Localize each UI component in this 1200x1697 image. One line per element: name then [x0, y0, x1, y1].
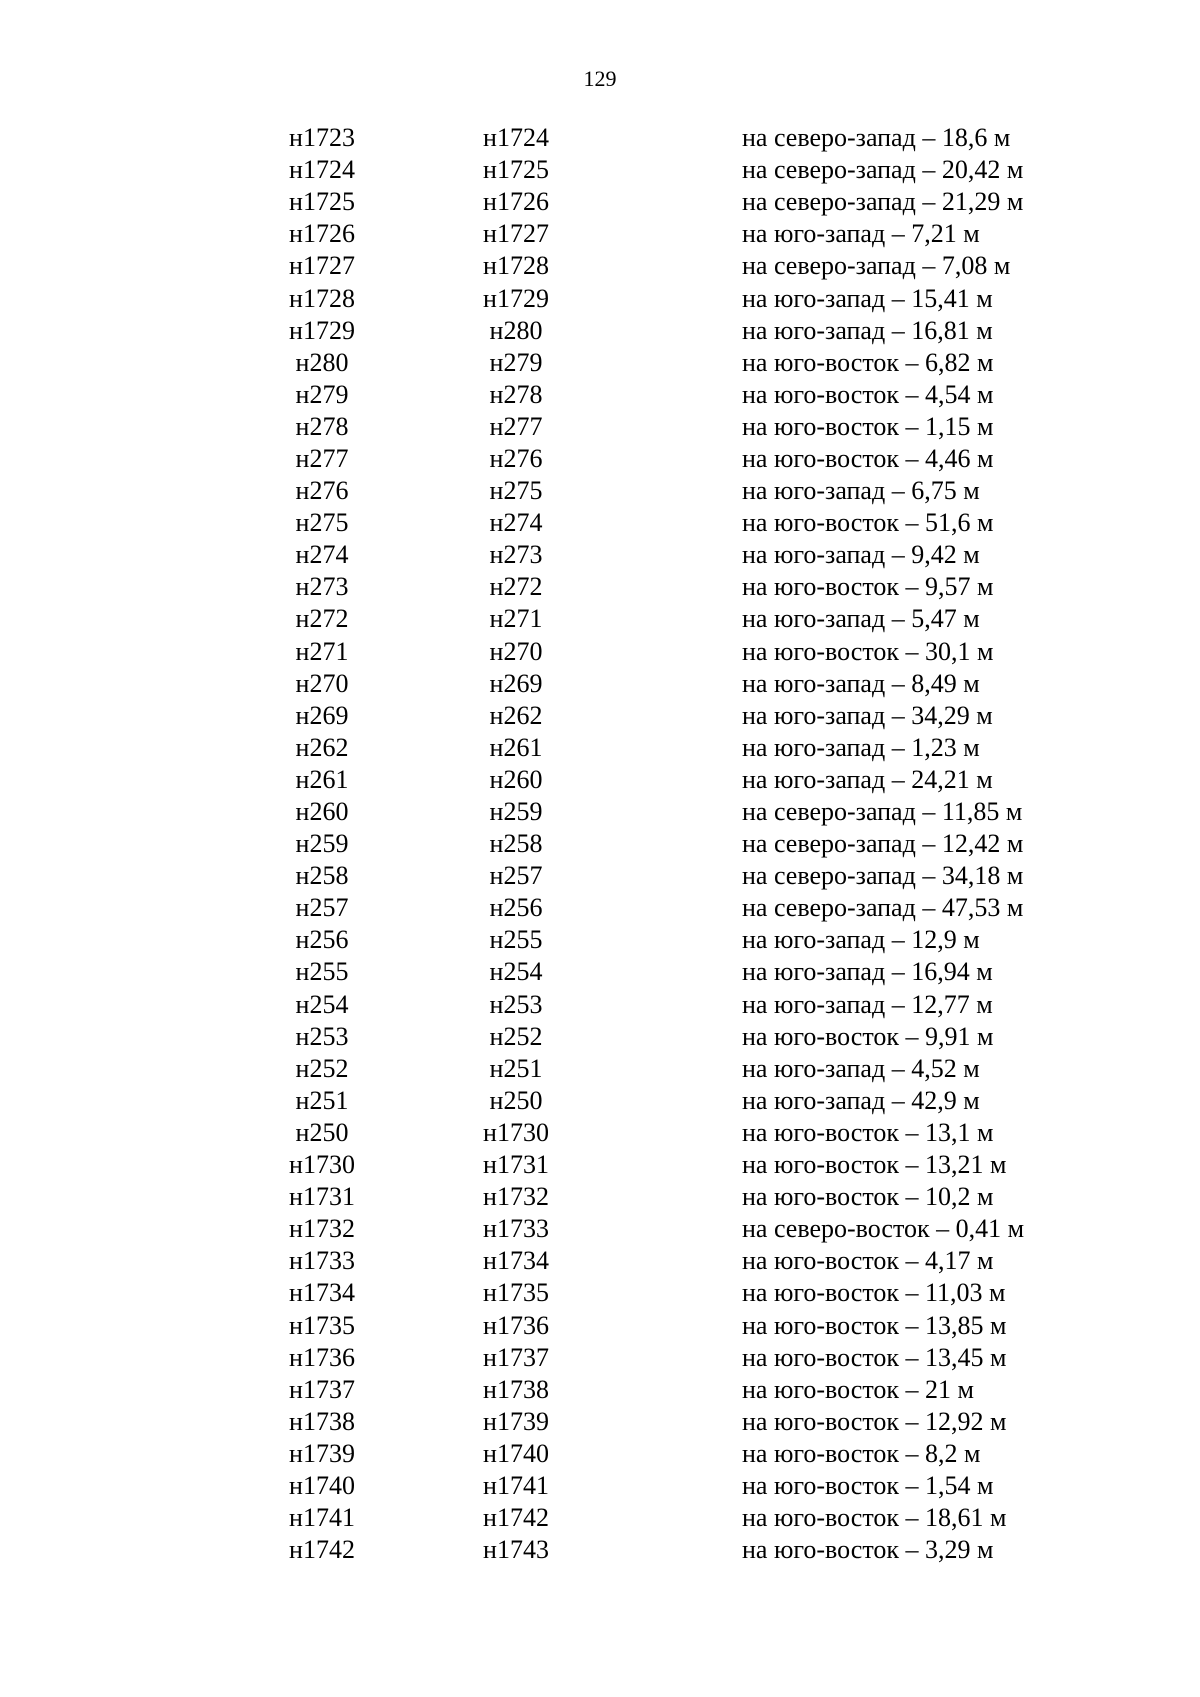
point-from: н253	[295, 1021, 349, 1051]
segment-description: на юго-запад – 15,41 м	[742, 283, 993, 313]
table-row	[0, 1085, 1200, 1117]
segment-description: на юго-восток – 9,91 м	[742, 1021, 994, 1051]
segment-description: на юго-запад – 34,29 м	[742, 700, 993, 730]
point-from: н278	[295, 411, 349, 441]
point-to: н270	[489, 636, 543, 666]
point-from: н1740	[289, 1470, 355, 1500]
table-row	[0, 700, 1200, 732]
segment-description: на юго-восток – 13,1 м	[742, 1117, 994, 1147]
segment-description: на северо-запад – 7,08 м	[742, 251, 1011, 281]
point-from: н254	[295, 989, 349, 1019]
point-from: н262	[295, 732, 349, 762]
segment-description: на юго-восток – 9,57 м	[742, 572, 994, 602]
point-from: н269	[295, 700, 349, 730]
point-to: н1727	[483, 219, 549, 249]
segment-description: на юго-запад – 1,23 м	[742, 732, 980, 762]
table-row	[0, 1502, 1200, 1534]
point-to: н1734	[483, 1246, 549, 1276]
table-row	[0, 1374, 1200, 1406]
point-to: н1730	[483, 1117, 549, 1147]
segment-description: на юго-восток – 13,85 м	[742, 1310, 1007, 1340]
point-to: н1735	[483, 1278, 549, 1308]
table-row	[0, 1053, 1200, 1085]
point-to: н279	[489, 347, 543, 377]
segment-description: на северо-запад – 18,6 м	[742, 123, 1011, 153]
point-from: н1725	[289, 187, 355, 217]
point-to: н280	[489, 315, 543, 345]
point-to: н1737	[483, 1342, 549, 1372]
point-from: н1738	[289, 1406, 355, 1436]
segment-description: на юго-запад – 5,47 м	[742, 604, 980, 634]
point-from: н270	[295, 668, 349, 698]
point-to: н250	[489, 1085, 543, 1115]
table-row	[0, 796, 1200, 828]
table-row	[0, 1438, 1200, 1470]
table-row	[0, 924, 1200, 956]
table-row	[0, 571, 1200, 603]
point-to: н258	[489, 829, 543, 859]
point-to: н1739	[483, 1406, 549, 1436]
point-from: н279	[295, 379, 349, 409]
point-from: н275	[295, 508, 349, 538]
segment-description: на юго-запад – 16,94 м	[742, 957, 993, 987]
segment-description: на юго-запад – 8,49 м	[742, 668, 980, 698]
point-from: н251	[295, 1085, 349, 1115]
point-from: н1737	[289, 1374, 355, 1404]
point-to: н1728	[483, 251, 549, 281]
segment-description: на северо-запад – 47,53 м	[742, 893, 1024, 923]
table-row	[0, 122, 1200, 154]
table-row	[0, 1342, 1200, 1374]
point-from: н1728	[289, 283, 355, 313]
segment-description: на юго-восток – 6,82 м	[742, 347, 994, 377]
segment-description: на юго-восток – 4,17 м	[742, 1246, 994, 1276]
point-from: н256	[295, 925, 349, 955]
segment-description: на юго-восток – 13,21 м	[742, 1150, 1007, 1180]
segment-description: на юго-восток – 4,46 м	[742, 443, 994, 473]
table-row	[0, 1309, 1200, 1341]
point-from: н1742	[289, 1535, 355, 1565]
table-row	[0, 892, 1200, 924]
point-from: н1731	[289, 1182, 355, 1212]
segment-description: на юго-восток – 51,6 м	[742, 508, 994, 538]
point-to: н1740	[483, 1438, 549, 1468]
point-to: н261	[489, 732, 543, 762]
table-row	[0, 1470, 1200, 1502]
point-to: н252	[489, 1021, 543, 1051]
point-to: н1724	[483, 123, 549, 153]
point-from: н274	[295, 540, 349, 570]
point-to: н1733	[483, 1214, 549, 1244]
point-from: н257	[295, 893, 349, 923]
point-from: н259	[295, 829, 349, 859]
segment-description: на юго-восток – 10,2 м	[742, 1182, 994, 1212]
point-to: н256	[489, 893, 543, 923]
point-to: н278	[489, 379, 543, 409]
point-to: н275	[489, 476, 543, 506]
segment-description: на юго-запад – 9,42 м	[742, 540, 980, 570]
point-from: н1730	[289, 1150, 355, 1180]
table-row	[0, 443, 1200, 475]
point-from: н1723	[289, 123, 355, 153]
table-row	[0, 1181, 1200, 1213]
segment-description: на юго-восток – 3,29 м	[742, 1535, 994, 1565]
segment-description: на юго-восток – 12,92 м	[742, 1406, 1007, 1436]
table-row	[0, 282, 1200, 314]
point-from: н1726	[289, 219, 355, 249]
point-to: н262	[489, 700, 543, 730]
table-row	[0, 636, 1200, 668]
boundary-table	[0, 122, 1200, 1566]
point-to: н257	[489, 861, 543, 891]
point-to: н1729	[483, 283, 549, 313]
point-from: н272	[295, 604, 349, 634]
point-to: н1741	[483, 1470, 549, 1500]
point-to: н255	[489, 925, 543, 955]
table-row	[0, 154, 1200, 186]
table-row	[0, 379, 1200, 411]
segment-description: на юго-восток – 8,2 м	[742, 1438, 981, 1468]
point-from: н260	[295, 797, 349, 827]
point-to: н253	[489, 989, 543, 1019]
table-row	[0, 828, 1200, 860]
segment-description: на северо-запад – 11,85 м	[742, 797, 1023, 827]
point-to: н1731	[483, 1150, 549, 1180]
point-to: н1738	[483, 1374, 549, 1404]
segment-description: на юго-восток – 21 м	[742, 1374, 974, 1404]
point-from: н1734	[289, 1278, 355, 1308]
point-from: н258	[295, 861, 349, 891]
segment-description: на северо-запад – 12,42 м	[742, 829, 1024, 859]
table-row	[0, 1406, 1200, 1438]
table-row	[0, 1213, 1200, 1245]
segment-description: на северо-запад – 34,18 м	[742, 861, 1024, 891]
page-number: 129	[583, 66, 617, 91]
table-row	[0, 603, 1200, 635]
table-row	[0, 956, 1200, 988]
point-to: н272	[489, 572, 543, 602]
segment-description: на юго-восток – 30,1 м	[742, 636, 994, 666]
table-row	[0, 989, 1200, 1021]
point-to: н271	[489, 604, 543, 634]
point-to: н1742	[483, 1503, 549, 1533]
point-from: н1729	[289, 315, 355, 345]
point-to: н1736	[483, 1310, 549, 1340]
table-row	[0, 1117, 1200, 1149]
table-row	[0, 218, 1200, 250]
table-row	[0, 1277, 1200, 1309]
point-from: н1735	[289, 1310, 355, 1340]
table-row	[0, 1021, 1200, 1053]
table-row	[0, 539, 1200, 571]
table-row	[0, 186, 1200, 218]
segment-description: на юго-запад – 12,77 м	[742, 989, 993, 1019]
table-row	[0, 347, 1200, 379]
point-to: н277	[489, 411, 543, 441]
point-to: н1726	[483, 187, 549, 217]
table-row	[0, 1149, 1200, 1181]
segment-description: на юго-запад – 42,9 м	[742, 1085, 980, 1115]
point-from: н280	[295, 347, 349, 377]
table-row	[0, 507, 1200, 539]
segment-description: на юго-запад – 12,9 м	[742, 925, 980, 955]
table-row	[0, 732, 1200, 764]
point-to: н1725	[483, 155, 549, 185]
point-from: н271	[295, 636, 349, 666]
table-row	[0, 315, 1200, 347]
point-to: н254	[489, 957, 543, 987]
table-row	[0, 1245, 1200, 1277]
table-row	[0, 764, 1200, 796]
point-to: н273	[489, 540, 543, 570]
table-row	[0, 668, 1200, 700]
point-to: н274	[489, 508, 543, 538]
point-to: н269	[489, 668, 543, 698]
point-to: н1743	[483, 1535, 549, 1565]
segment-description: на северо-восток – 0,41 м	[742, 1214, 1025, 1244]
segment-description: на северо-запад – 21,29 м	[742, 187, 1024, 217]
point-from: н1732	[289, 1214, 355, 1244]
point-from: н1733	[289, 1246, 355, 1276]
point-from: н1727	[289, 251, 355, 281]
segment-description: на юго-восток – 13,45 м	[742, 1342, 1007, 1372]
segment-description: на юго-восток – 1,15 м	[742, 411, 994, 441]
segment-description: на юго-запад – 6,75 м	[742, 476, 980, 506]
point-from: н277	[295, 443, 349, 473]
point-to: н260	[489, 764, 543, 794]
segment-description: на юго-запад – 16,81 м	[742, 315, 993, 345]
segment-description: на юго-восток – 18,61 м	[742, 1503, 1007, 1533]
table-row	[0, 411, 1200, 443]
point-from: н273	[295, 572, 349, 602]
point-to: н276	[489, 443, 543, 473]
point-from: н276	[295, 476, 349, 506]
point-to: н259	[489, 797, 543, 827]
point-from: н1724	[289, 155, 355, 185]
table-row	[0, 860, 1200, 892]
point-to: н251	[489, 1053, 543, 1083]
segment-description: на юго-запад – 24,21 м	[742, 764, 993, 794]
point-from: н250	[295, 1117, 349, 1147]
table-row	[0, 1534, 1200, 1566]
segment-description: на северо-запад – 20,42 м	[742, 155, 1024, 185]
point-from: н1736	[289, 1342, 355, 1372]
segment-description: на юго-запад – 4,52 м	[742, 1053, 980, 1083]
point-from: н1741	[289, 1503, 355, 1533]
segment-description: на юго-восток – 4,54 м	[742, 379, 994, 409]
point-from: н261	[295, 764, 349, 794]
table-row	[0, 475, 1200, 507]
point-from: н252	[295, 1053, 349, 1083]
point-to: н1732	[483, 1182, 549, 1212]
segment-description: на юго-восток – 11,03 м	[742, 1278, 1006, 1308]
segment-description: на юго-восток – 1,54 м	[742, 1470, 994, 1500]
table-row	[0, 250, 1200, 282]
point-from: н1739	[289, 1438, 355, 1468]
point-from: н255	[295, 957, 349, 987]
segment-description: на юго-запад – 7,21 м	[742, 219, 980, 249]
